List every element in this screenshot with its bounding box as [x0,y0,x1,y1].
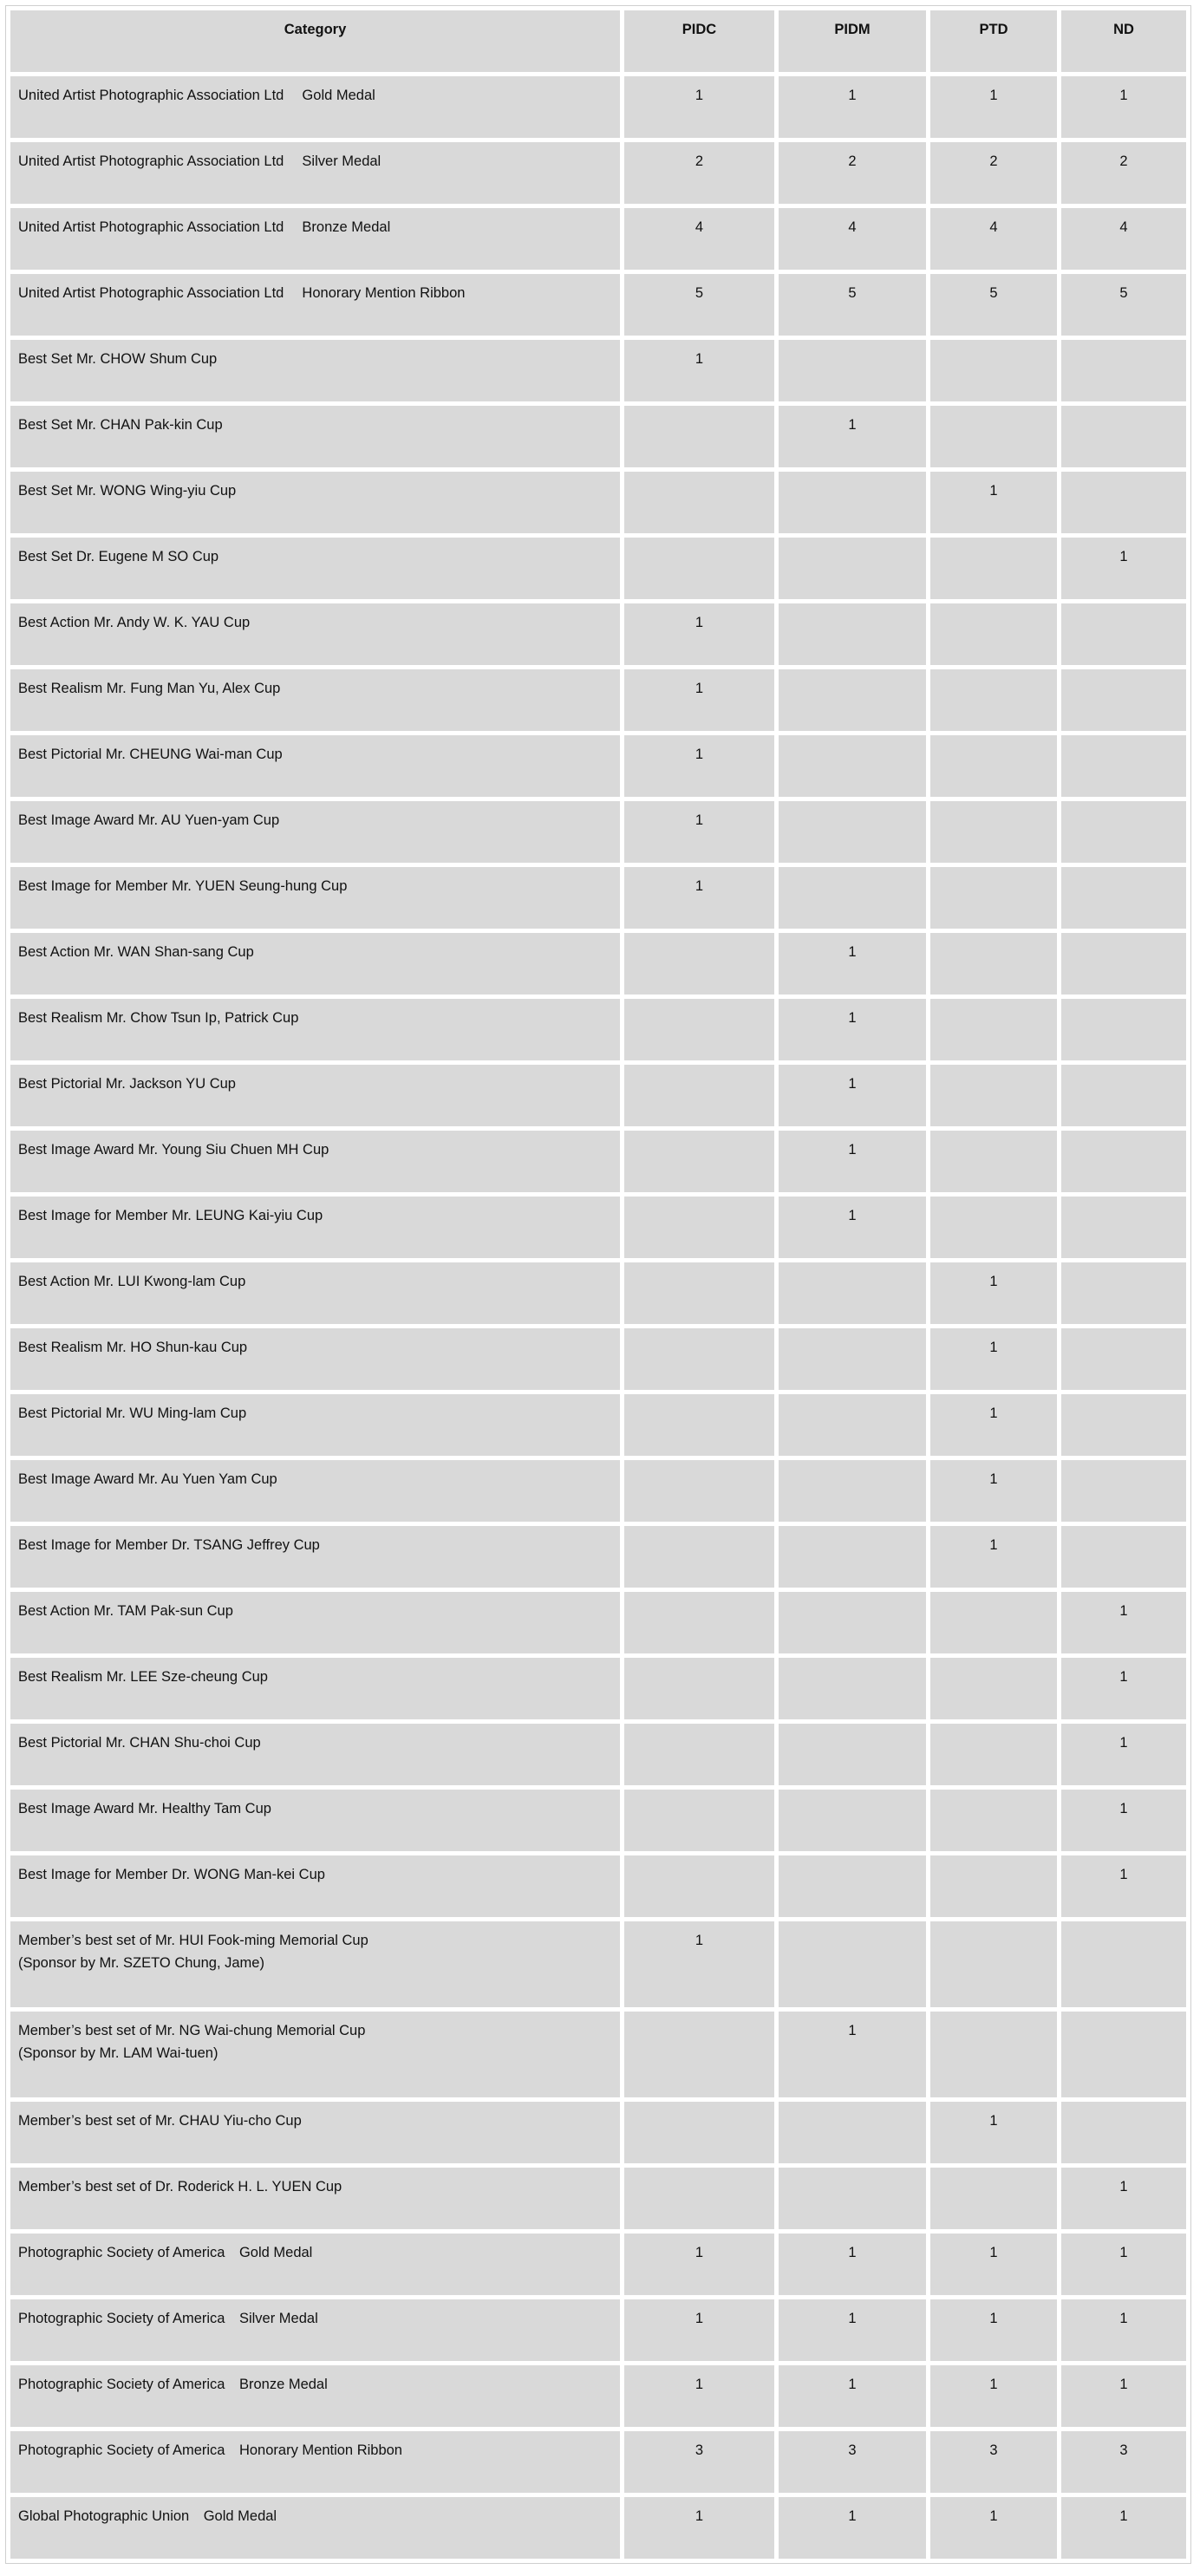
cell-nd: 1 [1061,1790,1186,1851]
table-row [10,538,1186,599]
cell-pidm: 1 [779,1065,926,1126]
cell-pidm [779,1328,926,1390]
table-row [10,472,1186,533]
cell-pidm [779,1592,926,1653]
cell-category [10,2234,620,2295]
cell-pidm: 3 [779,2431,926,2493]
category-label: Global Photographic Union Gold Medal [18,2508,277,2524]
cell-pidm [779,1526,926,1588]
cell-pidm: 1 [779,2234,926,2295]
cell-ptd: 2 [930,142,1057,204]
cell-pidm: 1 [779,76,926,138]
category-label: Best Set Mr. WONG Wing-yiu Cup [18,483,237,499]
cell-category [10,76,620,138]
cell-ptd: 1 [930,472,1057,533]
cell-ptd: 1 [930,1394,1057,1456]
cell-pidc: 1 [624,867,774,929]
cell-nd [1061,340,1186,401]
category-label: Best Image Award Mr. AU Yuen-yam Cup [18,812,280,828]
cell-category [10,603,620,665]
category-label: Best Set Dr. Eugene M SO Cup [18,549,219,564]
cell-ptd [930,603,1057,665]
cell-pidc [624,1131,774,1192]
cell-pidm: 1 [779,1131,926,1192]
cell-pidm: 1 [779,2012,926,2097]
cell-nd [1061,1328,1186,1390]
category-label: Best Realism Mr. HO Shun-kau Cup [18,1340,248,1355]
header-pidc: PIDC [624,10,774,72]
awards-table [6,6,1190,2563]
category-label: United Artist Photographic Association Ltd Gold Medal [18,88,375,103]
table-row [10,1197,1186,1258]
cell-ptd: 1 [930,2299,1057,2361]
cell-pidm: 4 [779,208,926,270]
category-label: Best Image for Member Dr. TSANG Jeffrey Cup [18,1537,320,1553]
cell-pidc: 1 [624,2299,774,2361]
header-ptd: PTD [930,10,1057,72]
cell-category [10,1328,620,1390]
category-label: Best Action Mr. TAM Pak-sun Cup [18,1603,233,1619]
table-row [10,406,1186,467]
cell-ptd [930,867,1057,929]
cell-pidm [779,603,926,665]
table-row [10,1592,1186,1653]
cell-pidc [624,1658,774,1719]
cell-ptd: 1 [930,2365,1057,2427]
table-row [10,1328,1186,1390]
cell-nd [1061,1197,1186,1258]
cell-pidm [779,1921,926,2007]
table-row [10,801,1186,863]
category-label: Member’s best set of Mr. NG Wai-chung Memorial Cup [18,2023,366,2038]
cell-pidc [624,1855,774,1917]
cell-ptd [930,669,1057,731]
cell-nd: 5 [1061,274,1186,336]
cell-nd: 3 [1061,2431,1186,2493]
category-label: Photographic Society of America Honorary Mention Ribbon [18,2442,402,2458]
category-label: Best Image Award Mr. Healthy Tam Cup [18,1801,271,1816]
cell-pidc [624,999,774,1060]
cell-pidc [624,2168,774,2229]
cell-ptd: 1 [930,2234,1057,2295]
cell-pidm: 1 [779,406,926,467]
category-label: Best Pictorial Mr. Jackson YU Cup [18,1076,236,1092]
table-row [10,2497,1186,2559]
table-row [10,1131,1186,1192]
table-row [10,1855,1186,1917]
cell-ptd: 1 [930,1526,1057,1588]
cell-pidm [779,340,926,401]
table-body [10,76,1186,2559]
cell-category [10,2012,620,2097]
cell-pidc [624,1394,774,1456]
cell-nd: 1 [1061,76,1186,138]
cell-pidc [624,1460,774,1522]
cell-ptd [930,735,1057,797]
cell-nd [1061,1131,1186,1192]
cell-ptd: 5 [930,274,1057,336]
cell-pidm [779,1855,926,1917]
table-row [10,340,1186,401]
cell-nd [1061,2102,1186,2163]
cell-pidc [624,1197,774,1258]
cell-category [10,1460,620,1522]
cell-ptd: 1 [930,2102,1057,2163]
cell-category [10,801,620,863]
cell-pidc: 1 [624,1921,774,2007]
cell-nd: 1 [1061,2497,1186,2559]
cell-ptd: 4 [930,208,1057,270]
cell-nd [1061,406,1186,467]
cell-category [10,2431,620,2493]
cell-category [10,1197,620,1258]
cell-pidm: 1 [779,2365,926,2427]
cell-ptd: 1 [930,76,1057,138]
table-row [10,142,1186,204]
header-pidm: PIDM [779,10,926,72]
cell-nd: 1 [1061,1724,1186,1785]
cell-pidm [779,1262,926,1324]
category-label: Member’s best set of Dr. Roderick H. L. YUEN Cup [18,2179,342,2194]
cell-ptd [930,801,1057,863]
table-row [10,1460,1186,1522]
category-label: Best Image for Member Mr. YUEN Seung-hung Cup [18,878,348,894]
cell-ptd [930,1658,1057,1719]
category-label: Photographic Society of America Bronze Medal [18,2377,328,2392]
category-label: Best Action Mr. Andy W. K. YAU Cup [18,615,251,630]
cell-category [10,1724,620,1785]
table-row [10,999,1186,1060]
cell-nd: 1 [1061,1855,1186,1917]
cell-category [10,406,620,467]
category-label: Best Pictorial Mr. CHAN Shu-choi Cup [18,1735,261,1751]
cell-pidm [779,669,926,731]
table-row [10,2365,1186,2427]
cell-category [10,340,620,401]
cell-ptd [930,933,1057,995]
cell-pidm [779,735,926,797]
cell-nd [1061,801,1186,863]
category-label: Best Realism Mr. LEE Sze-cheung Cup [18,1669,268,1685]
cell-pidm: 5 [779,274,926,336]
cell-pidm [779,2102,926,2163]
table-row [10,603,1186,665]
cell-nd [1061,1262,1186,1324]
table-header [10,10,1186,72]
category-label: Best Set Mr. CHOW Shum Cup [18,351,218,367]
cell-pidc [624,1328,774,1390]
table-row [10,2299,1186,2361]
cell-category [10,2365,620,2427]
category-label: Photographic Society of America Gold Medal [18,2245,313,2260]
table-row [10,735,1186,797]
cell-category [10,2497,620,2559]
cell-category [10,735,620,797]
cell-nd [1061,669,1186,731]
table-row [10,208,1186,270]
cell-nd [1061,1065,1186,1126]
cell-category [10,472,620,533]
sponsor-note: (Sponsor by Mr. SZETO Chung, Jame) [18,1955,264,1971]
table-row [10,76,1186,138]
table-row [10,1262,1186,1324]
cell-nd [1061,472,1186,533]
cell-nd: 1 [1061,1592,1186,1653]
cell-pidc: 1 [624,2234,774,2295]
category-label: Best Set Mr. CHAN Pak-kin Cup [18,417,223,433]
category-label: Best Realism Mr. Chow Tsun Ip, Patrick Cup [18,1010,299,1026]
cell-category [10,538,620,599]
cell-category [10,1065,620,1126]
cell-pidm [779,1790,926,1851]
cell-pidm: 1 [779,1197,926,1258]
cell-category [10,1526,620,1588]
category-label: Best Pictorial Mr. CHEUNG Wai-man Cup [18,747,283,762]
cell-nd: 1 [1061,2365,1186,2427]
cell-nd: 1 [1061,2234,1186,2295]
cell-ptd: 1 [930,2497,1057,2559]
cell-pidc [624,538,774,599]
cell-pidm: 1 [779,999,926,1060]
cell-category [10,2102,620,2163]
cell-pidc: 1 [624,669,774,731]
category-label: Best Image for Member Mr. LEUNG Kai-yiu Cup [18,1208,323,1223]
cell-pidc [624,406,774,467]
cell-pidm [779,801,926,863]
cell-ptd: 1 [930,1460,1057,1522]
cell-category [10,1262,620,1324]
table-row [10,274,1186,336]
table-row [10,2102,1186,2163]
table-row [10,1921,1186,2007]
cell-category [10,1658,620,1719]
table-row [10,2234,1186,2295]
table-row [10,867,1186,929]
cell-ptd [930,340,1057,401]
cell-nd [1061,735,1186,797]
cell-nd [1061,1526,1186,1588]
cell-ptd [930,999,1057,1060]
cell-pidc: 3 [624,2431,774,2493]
cell-pidc [624,472,774,533]
table-row [10,2168,1186,2229]
cell-ptd [930,1921,1057,2007]
cell-ptd: 1 [930,1262,1057,1324]
cell-pidc: 2 [624,142,774,204]
cell-nd [1061,1921,1186,2007]
table-row [10,1065,1186,1126]
category-label: Best Image Award Mr. Young Siu Chuen MH Cup [18,1142,329,1158]
table-row [10,1394,1186,1456]
cell-pidm [779,472,926,533]
cell-category [10,867,620,929]
cell-category [10,2299,620,2361]
cell-category [10,208,620,270]
category-label: United Artist Photographic Association Ltd Honorary Mention Ribbon [18,285,466,301]
cell-nd: 1 [1061,2299,1186,2361]
cell-category [10,1855,620,1917]
cell-ptd [930,2168,1057,2229]
category-label: Member’s best set of Mr. HUI Fook-ming Memorial Cup [18,1933,368,1948]
cell-pidm [779,538,926,599]
table-row [10,1526,1186,1588]
cell-pidc: 1 [624,76,774,138]
cell-nd [1061,1394,1186,1456]
category-label: Best Pictorial Mr. WU Ming-lam Cup [18,1405,247,1421]
cell-pidc: 1 [624,340,774,401]
cell-category [10,274,620,336]
cell-category [10,1921,620,2007]
cell-ptd: 3 [930,2431,1057,2493]
cell-nd [1061,999,1186,1060]
header-row [10,10,1186,72]
cell-ptd [930,1855,1057,1917]
cell-nd [1061,867,1186,929]
cell-pidm [779,1460,926,1522]
cell-ptd [930,2012,1057,2097]
cell-pidc [624,1724,774,1785]
cell-pidm: 2 [779,142,926,204]
cell-category [10,1131,620,1192]
cell-category [10,142,620,204]
cell-nd: 1 [1061,1658,1186,1719]
awards-table-frame [5,5,1191,2564]
cell-pidm: 1 [779,2299,926,2361]
cell-nd: 2 [1061,142,1186,204]
cell-nd [1061,603,1186,665]
category-label: Best Image Award Mr. Au Yuen Yam Cup [18,1471,277,1487]
cell-category [10,669,620,731]
cell-nd [1061,1460,1186,1522]
sponsor-note: (Sponsor by Mr. LAM Wai-tuen) [18,2045,218,2061]
category-label: Photographic Society of America Silver Medal [18,2311,318,2326]
cell-pidm [779,1724,926,1785]
category-label: United Artist Photographic Association Ltd Bronze Medal [18,219,391,235]
cell-category [10,1394,620,1456]
cell-pidc [624,2102,774,2163]
cell-pidm [779,867,926,929]
cell-ptd [930,406,1057,467]
cell-category [10,933,620,995]
table-row [10,1658,1186,1719]
cell-ptd [930,1065,1057,1126]
table-row [10,933,1186,995]
cell-pidc: 4 [624,208,774,270]
cell-pidm: 1 [779,933,926,995]
category-label: Best Action Mr. WAN Shan-sang Cup [18,944,254,960]
cell-pidm: 1 [779,2497,926,2559]
category-label: United Artist Photographic Association Ltd Silver Medal [18,153,382,169]
cell-category [10,1790,620,1851]
cell-ptd [930,1197,1057,1258]
cell-pidm [779,1394,926,1456]
cell-pidc [624,1592,774,1653]
cell-pidm [779,2168,926,2229]
cell-nd [1061,2012,1186,2097]
table-row [10,1790,1186,1851]
cell-ptd: 1 [930,1328,1057,1390]
cell-pidc: 5 [624,274,774,336]
cell-pidm [779,1658,926,1719]
category-label: Best Realism Mr. Fung Man Yu, Alex Cup [18,681,281,696]
cell-pidc [624,1262,774,1324]
cell-pidc [624,1526,774,1588]
header-nd: ND [1061,10,1186,72]
cell-ptd [930,538,1057,599]
category-label: Best Image for Member Dr. WONG Man-kei Cup [18,1867,325,1882]
category-label: Best Action Mr. LUI Kwong-lam Cup [18,1274,246,1289]
cell-pidc: 1 [624,2497,774,2559]
category-label: Member’s best set of Mr. CHAU Yiu-cho Cup [18,2113,302,2129]
header-category: Category [10,10,620,72]
table-row [10,2012,1186,2097]
cell-nd [1061,933,1186,995]
cell-pidc: 1 [624,735,774,797]
cell-pidc [624,2012,774,2097]
cell-nd: 1 [1061,538,1186,599]
cell-pidc: 1 [624,2365,774,2427]
cell-ptd [930,1592,1057,1653]
cell-pidc [624,1790,774,1851]
cell-ptd [930,1131,1057,1192]
cell-category [10,999,620,1060]
cell-category [10,2168,620,2229]
cell-pidc: 1 [624,801,774,863]
cell-category [10,1592,620,1653]
table-row [10,669,1186,731]
cell-nd: 4 [1061,208,1186,270]
table-row [10,1724,1186,1785]
cell-ptd [930,1724,1057,1785]
cell-ptd [930,1790,1057,1851]
cell-pidc [624,1065,774,1126]
cell-pidc: 1 [624,603,774,665]
cell-nd: 1 [1061,2168,1186,2229]
table-row [10,2431,1186,2493]
cell-pidc [624,933,774,995]
